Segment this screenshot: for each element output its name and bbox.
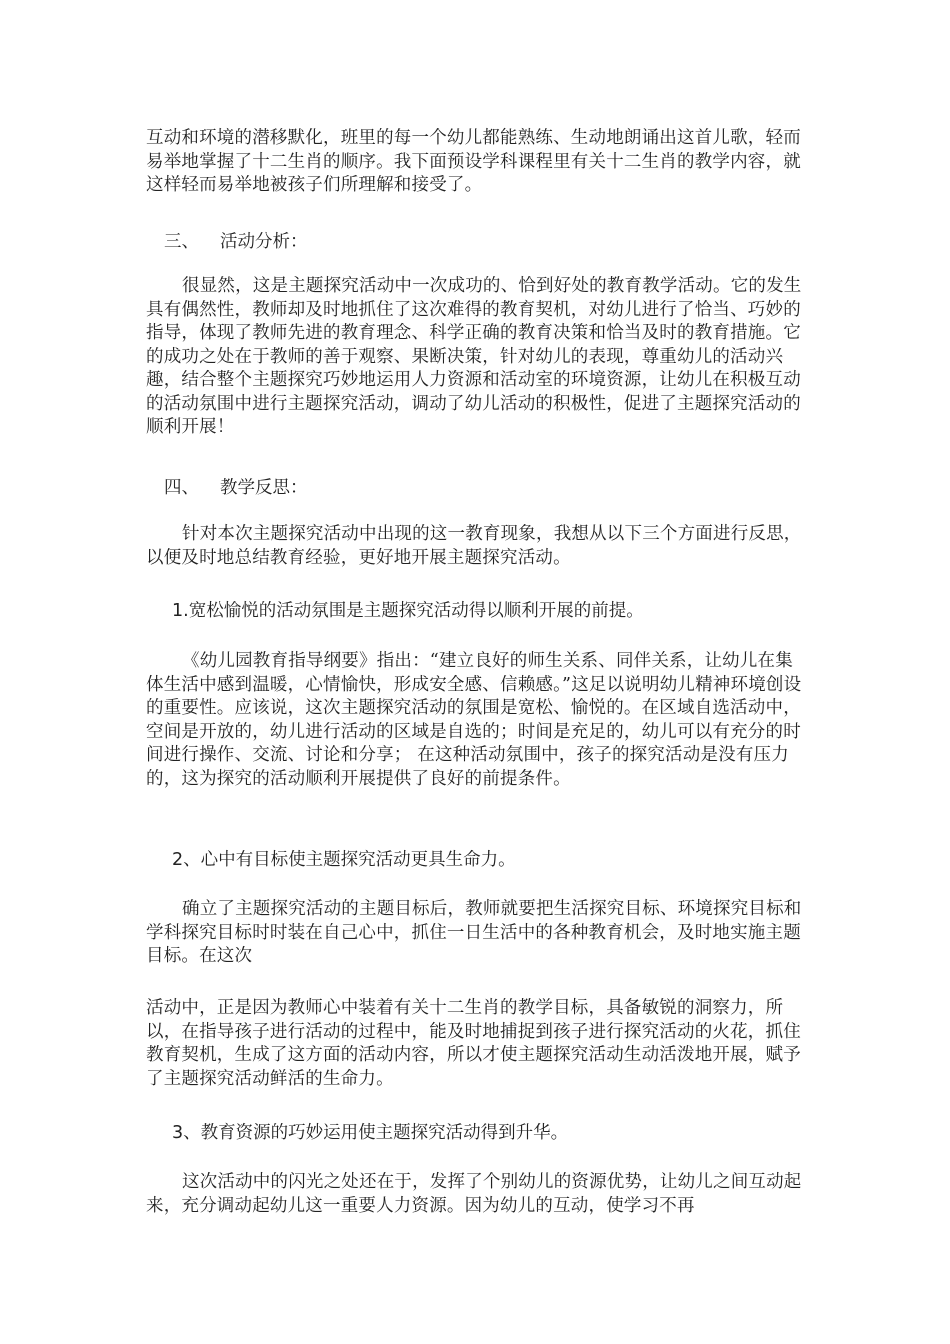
section-title: 教学反思： [220, 478, 308, 498]
paragraph-atmosphere: 《幼儿园教育指导纲要》指出：“建立良好的师生关系、同伴关系，让幼儿在集体生活中感到温暖，心情愉快，形成安全感、信赖感。”这足以说明幼儿精神环境创设的重要性。应该说，这次主题探究活动的氛围是宽松、愉悦的。在区域自选活动中，空间是开放的，幼儿进行活动的区域是自选的；时间是充足的，幼儿可以有充分的时间进行操作、交流、讨论和分享； 在这种活动氛围中，孩子的探究活动是没有压力的，这为探究的活动顺利开展提供了良好的前提条件。 [146, 651, 802, 789]
section-heading-3 [164, 231, 308, 255]
paragraph-reflection-intro: 针对本次主题探究活动中出现的这一教育现象，我想从以下三个方面进行反思，以便及时地总结教育经验，更好地开展主题探究活动。 [146, 524, 802, 568]
paragraph-resources: 这次活动中的闪光之处还在于，发挥了个别幼儿的资源优势，让幼儿之间互动起来，充分调动起幼儿这一重要人力资源。因为幼儿的互动，使学习不再 [146, 1172, 802, 1216]
paragraph-activity-analysis: 很显然，这是主题探究活动中一次成功的、恰到好处的教育教学活动。它的发生具有偶然性，教师却及时地抓住了这次难得的教育契机，对幼儿进行了恰当、巧妙的指导，体现了教师先进的教育理念、科学正确的教育决策和恰当及时的教育措施。它的成功之处在于教师的善于观察、果断决策，针对幼儿的表现，尊重幼儿的活动兴趣，结合整个主题探究巧妙地运用人力资源和活动室的环境资源，让幼儿在积极互动的活动氛围中进行主题探究活动，调动了幼儿活动的积极性，促进了主题探究活动的顺利开展！ [146, 276, 802, 437]
subheading-number: 3、 [172, 1123, 201, 1143]
subheading-3 [172, 1122, 568, 1146]
paragraph-goals: 确立了主题探究活动的主题目标后，教师就要把生活探究目标、环境探究目标和学科探究目标时时装在自己心中，抓住一日生活中的各种教育机会，及时地实施主题目标。在这次 [146, 899, 802, 966]
section-number: 三、 [164, 232, 199, 252]
section-heading-4 [164, 477, 308, 501]
subheading-title: 心中有目标使主题探究活动更具生命力。 [200, 850, 516, 870]
subheading-title: 教育资源的巧妙运用使主题探究活动得到升华。 [200, 1123, 569, 1143]
subheading-number: 1. [172, 601, 189, 621]
section-number: 四、 [164, 478, 199, 498]
subheading-number: 2、 [172, 850, 201, 870]
paragraph-intro-continuation: 互动和环境的潜移默化，班里的每一个幼儿都能熟练、生动地朗诵出这首儿歌，轻而易举地掌握了十二生肖的顺序。我下面预设学科课程里有关十二生肖的教学内容，就这样轻而易举地被孩子们所理解和接受了。 [146, 128, 801, 195]
subheading-title: 宽松愉悦的活动氛围是主题探究活动得以顺利开展的前提。 [188, 601, 644, 621]
subheading-1 [172, 600, 644, 624]
subheading-2 [172, 849, 516, 873]
paragraph-goals-continued: 活动中，正是因为教师心中装着有关十二生肖的教学目标，具备敏锐的洞察力，所以，在指导孩子进行活动的过程中，能及时地捕捉到孩子进行探究活动的火花，抓住教育契机，生成了这方面的活动内容，所以才使主题探究活动生动活泼地开展，赋予了主题探究活动鲜活的生命力。 [146, 998, 801, 1089]
section-title: 活动分析： [220, 232, 308, 252]
